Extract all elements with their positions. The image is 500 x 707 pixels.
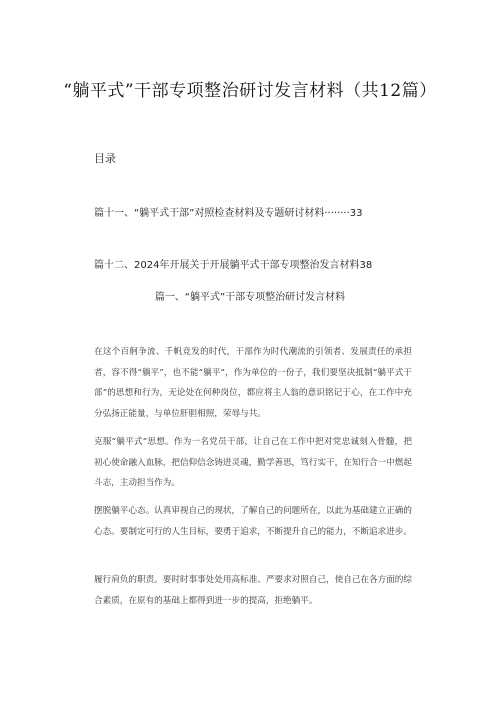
toc-entry-label: 篇十一、“躺平式干部”对照检查材料及专题研讨材料······· — [94, 208, 347, 219]
body-paragraph: 克服“躺平式”思想。作为一名党员干部，让自己在工作中把对党忠诚刻入骨髓，把初心使命融入血脉，把信仰信念铸进灵魂，勤学善思，笃行实干，在知行合一中燃起斗志，主动担当作为。 — [94, 437, 412, 488]
body-paragraph: 在这个百舸争流、千帆竞发的时代，干部作为时代潮流的引领者、发展责任的承担者，容不得“躺平”，也不能“躺平”，作为单位的一份子，我们要坚决抵制“躺平式干部”的思想和行为，无论处在何种岗位，都应将主人翁的意识铭记于心，在工作中充分弘扬正能量，与单位肝胆相照，荣辱与共。 — [94, 347, 412, 419]
toc-entry-page: 38 — [359, 260, 373, 271]
document-title: “躺平式”干部专项整治研讨发言材料（共12篇） — [63, 81, 437, 101]
body-paragraph: 摆脱躺平心态。认真审视自己的现状，了解自己的问题所在，以此为基础建立正确的心态。要制定可行的人生目标，要勇于追求，不断提升自己的能力，不断追求进步。 — [94, 506, 412, 537]
toc-entry[interactable] — [94, 204, 414, 224]
section-title: 篇一、“躺平式”干部专项整治研讨发言材料 — [154, 292, 346, 303]
toc-entry[interactable] — [94, 256, 414, 276]
body-paragraph: 履行肩负的职责。要时时事事处处用高标准、严要求对照自己，使自己在各方面的综合素质，在原有的基础上都得到进一步的提高，拒绝躺平。 — [94, 575, 412, 606]
toc-entry-label: 篇十二、2024年开展关于开展躺平式干部专项整治发言材料 — [94, 260, 360, 271]
toc-heading: 目录 — [94, 152, 116, 165]
toc-entry-page: ·33 — [346, 208, 363, 219]
